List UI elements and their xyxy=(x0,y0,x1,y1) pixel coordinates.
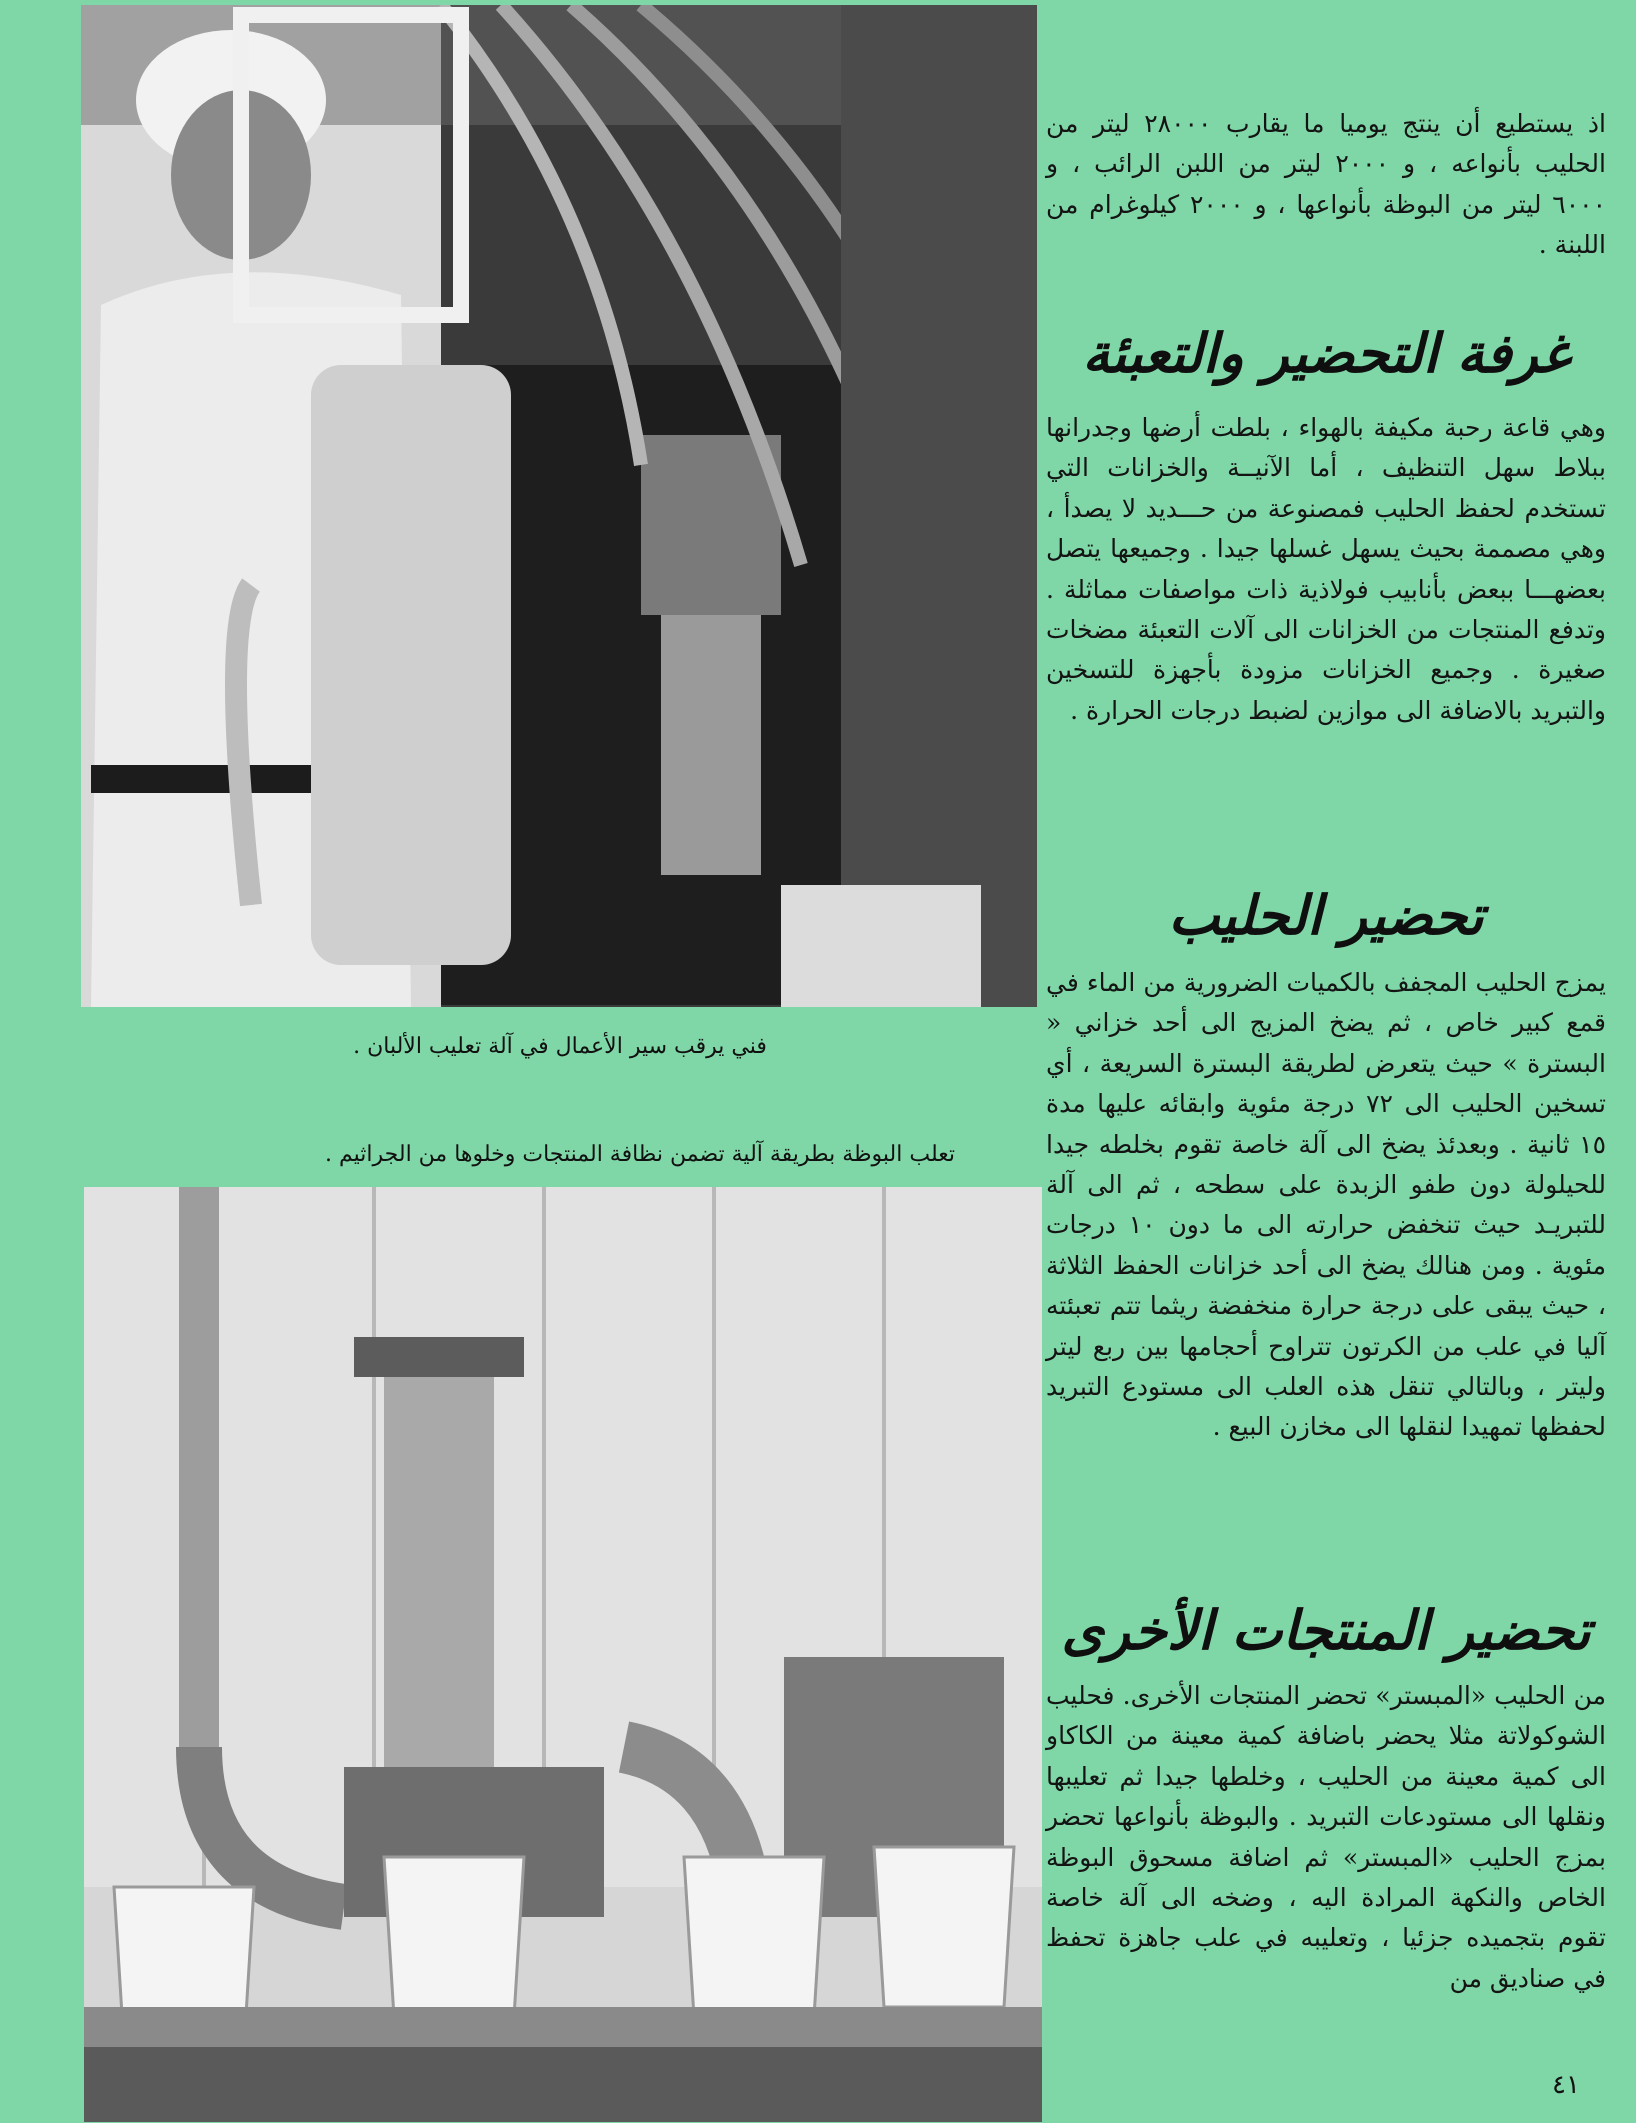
other-products-paragraph xyxy=(1046,1676,1606,1999)
ice-cream-filling-machine-photo xyxy=(84,1187,1042,2122)
intro-paragraph xyxy=(1046,104,1606,266)
section-heading-milk-preparation: تحضير الحليب xyxy=(1168,883,1484,947)
photo-caption-bottom: تعلب البوظة بطريقة آلية تضمن نظافة المنتجات وخلوها من الجراثيم . xyxy=(325,1142,955,1167)
intro-text: اذ يستطيع أن ينتج يوميا ما يقارب ٢٨٠٠٠ ليتر من الحليب بأنواعه ، و ٢٠٠٠ ليتر من اللبن الرائب ، و ٦٠٠٠ ليتر من البوظة بأنواعها ، و ٢٠٠٠ كيلوغرام من اللبنة . xyxy=(1046,109,1607,260)
photo-illustration-top xyxy=(81,5,1037,1007)
section-heading-preparation-room: غرفة التحضير والتعبئة xyxy=(1082,321,1570,385)
photo-illustration-bottom xyxy=(84,1187,1042,2122)
milk-preparation-text: يمزج الحليب المجفف بالكميات الضرورية من الماء في قمع كبير خاص ، ثم يضخ المزيج الى أحد خزاني « البسترة » حيث يتعرض لطريقة البسترة السريعة ، أي تسخين الحليب الى ٧٢ درجة مئوية وابقائه عليها مدة ١٥ ثانية . وبعدئذ يضخ الى آلة خاصة تقوم بخلطه جيدا للحيلولة دون طفو الزبدة على سطحه ، ثم الى آلة للتبريـد حيث تنخفض حرارته الى ما دون ١٠ درجات مئوية . ومن هنالك يضخ الى أحد خزانات الحفظ الثلاثة ، حيث يبقى على درجة حرارة منخفضة ريثما تتم تعبئته آليا في علب من الكرتون تتراوح أحجامها بين ربع ليتر وليتر ، وبالتالي تنقل هذه العلب الى مستودع التبريد لحفظها تمهيدا لنقلها الى مخازن البيع . xyxy=(1046,968,1606,1442)
dairy-worker-machine-photo xyxy=(81,5,1037,1007)
photo-caption-top: فني يرقب سير الأعمال في آلة تعليب الألبان . xyxy=(353,1034,767,1059)
preparation-room-paragraph xyxy=(1046,408,1606,731)
other-products-text: من الحليب «المبستر» تحضر المنتجات الأخرى. فحليب الشوكولاتة مثلا يحضر باضافة كمية معينة من الكاكاو الى كمية معينة من الحليب ، وخلطها جيدا ثم تعليبها ونقلها الى مستودعات التبريد . والبوظة بأنواعها تحضر بمزج الحليب «المبستر» ثم اضافة مسحوق البوظة الخاص والنكهة المرادة اليه ، وضخه الى آلة خاصة تقوم بتجميده جزئيا ، وتعليبه في علب جاهزة تحفظ في صناديق من xyxy=(1046,1681,1606,1993)
preparation-room-text: وهي قاعة رحبة مكيفة بالهواء ، بلطت أرضها وجدرانها ببلاط سهل التنظيف ، أما الآنيــة والخزانات التي تستخدم لحفظ الحليب فمصنوعة من حـــديد لا يصدأ ، وهي مصممة بحيث يسهل غسلها جيدا . وجميعها يتصل بعضهـــا ببعض بأنابيب فولاذية ذات مواصفات مماثلة . وتدفع المنتجات من الخزانات الى آلات التعبئة مضخات صغيرة . وجميع الخزانات مزودة بأجهزة للتسخين والتبريد بالاضافة الى موازين لضبط درجات الحرارة . xyxy=(1046,413,1606,725)
section-heading-other-products: تحضير المنتجات الأخرى xyxy=(1061,1598,1591,1662)
page-number: ٤١ xyxy=(1552,2070,1580,2100)
milk-preparation-paragraph xyxy=(1046,963,1606,1448)
